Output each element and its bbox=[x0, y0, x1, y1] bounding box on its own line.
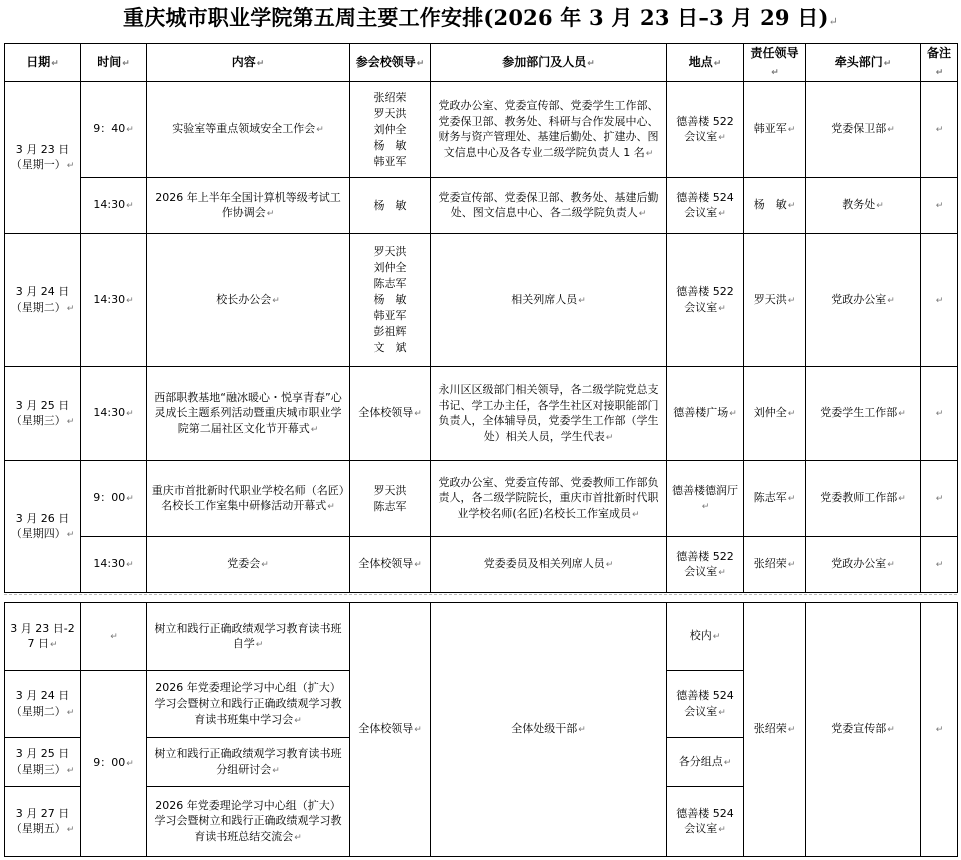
table-row bbox=[5, 603, 958, 671]
cell-date: 3 月 23 日-27 日↵ bbox=[5, 603, 81, 671]
cell-responsible: 张绍荣↵ bbox=[744, 537, 806, 593]
cell-time: 9：40↵ bbox=[81, 82, 147, 178]
cell-date: 3 月 24 日（星期二）↵ bbox=[5, 671, 81, 738]
table-row bbox=[5, 537, 958, 593]
cell-departments: 全体处级干部↵ bbox=[431, 603, 667, 857]
cell-responsible: 罗天洪↵ bbox=[744, 234, 806, 367]
cell-location: 德善楼 524 会议室↵ bbox=[667, 671, 744, 738]
cell-departments: 党委委员及相关列席人员↵ bbox=[431, 537, 667, 593]
cell-remarks: ↵ bbox=[921, 234, 958, 367]
header-leaders: 参会校领导↵ bbox=[350, 44, 431, 82]
table-row bbox=[5, 461, 958, 537]
schedule-table bbox=[4, 43, 958, 593]
cell-location: 德善楼 524 会议室↵ bbox=[667, 178, 744, 234]
cell-departments: 相关列席人员↵ bbox=[431, 234, 667, 367]
cell-responsible: 刘仲全↵ bbox=[744, 367, 806, 461]
header-lead-dept: 牵头部门↵ bbox=[806, 44, 921, 82]
cell-leaders: 张绍荣 罗天洪 刘仲全 杨 敏 韩亚军 bbox=[350, 82, 431, 178]
cell-lead-dept: 党政办公室↵ bbox=[806, 234, 921, 367]
cell-remarks: ↵ bbox=[921, 603, 958, 857]
cell-remarks: ↵ bbox=[921, 178, 958, 234]
cell-responsible: 杨 敏↵ bbox=[744, 178, 806, 234]
cell-content: 实验室等重点领域安全工作会↵ bbox=[147, 82, 350, 178]
header-responsible: 责任领导↵ bbox=[744, 44, 806, 82]
study-schedule-table bbox=[4, 602, 958, 857]
header-time: 时间↵ bbox=[81, 44, 147, 82]
cell-lead-dept: 党委学生工作部↵ bbox=[806, 367, 921, 461]
cell-remarks: ↵ bbox=[921, 82, 958, 178]
cell-location: 各分组点↵ bbox=[667, 738, 744, 787]
cell-time: 9：00↵ bbox=[81, 671, 147, 857]
table-row bbox=[5, 82, 958, 178]
cell-content: 党委会↵ bbox=[147, 537, 350, 593]
cell-lead-dept: 党政办公室↵ bbox=[806, 537, 921, 593]
header-departments: 参加部门及人员↵ bbox=[431, 44, 667, 82]
cell-time: ↵ bbox=[81, 603, 147, 671]
cell-time: 14:30↵ bbox=[81, 234, 147, 367]
cell-content: 西部职教基地“融冰暖心・悦享青春”心灵成长主题系列活动暨重庆城市职业学院第二届社区文化节开幕式↵ bbox=[147, 367, 350, 461]
cell-location: 德善楼 524 会议室↵ bbox=[667, 787, 744, 857]
cell-location: 德善楼德润厅↵ bbox=[667, 461, 744, 537]
cell-date: 3 月 26 日（星期四）↵ bbox=[5, 461, 81, 593]
cell-leaders: 全体校领导↵ bbox=[350, 367, 431, 461]
cell-lead-dept: 党委宣传部↵ bbox=[806, 603, 921, 857]
page-title: 重庆城市职业学院第五周主要工作安排(2026 年 3 月 23 日–3 月 29 日)↵ bbox=[123, 5, 838, 30]
cell-content: 重庆市首批新时代职业学校名师（名匠）名校长工作室集中研修活动开幕式↵ bbox=[147, 461, 350, 537]
table-row bbox=[5, 234, 958, 367]
cell-content: 2026 年上半年全国计算机等级考试工作协调会↵ bbox=[147, 178, 350, 234]
cell-leaders: 罗天洪 刘仲全 陈志军 杨 敏 韩亚军 彭祖辉 文 斌 bbox=[350, 234, 431, 367]
cell-time: 14:30↵ bbox=[81, 178, 147, 234]
cell-time: 14:30↵ bbox=[81, 367, 147, 461]
cell-leaders: 全体校领导↵ bbox=[350, 537, 431, 593]
cell-remarks: ↵ bbox=[921, 461, 958, 537]
cell-location: 德善楼 522 会议室↵ bbox=[667, 82, 744, 178]
page-break-divider bbox=[4, 594, 957, 595]
cell-departments: 党政办公室、党委宣传部、党委教师工作部负责人，各二级学院院长，重庆市首批新时代职业学校名师(名匠)名校长工作室成员↵ bbox=[431, 461, 667, 537]
cell-content: 树立和践行正确政绩观学习教育读书班自学↵ bbox=[147, 603, 350, 671]
cell-responsible: 韩亚军↵ bbox=[744, 82, 806, 178]
cell-content: 校长办公会↵ bbox=[147, 234, 350, 367]
header-remarks: 备注↵ bbox=[921, 44, 958, 82]
cell-leaders: 全体校领导↵ bbox=[350, 603, 431, 857]
cell-lead-dept: 党委教师工作部↵ bbox=[806, 461, 921, 537]
cell-location: 校内↵ bbox=[667, 603, 744, 671]
header-content: 内容↵ bbox=[147, 44, 350, 82]
table-row bbox=[5, 178, 958, 234]
table-header-row bbox=[5, 44, 958, 82]
cell-responsible: 张绍荣↵ bbox=[744, 603, 806, 857]
cell-time: 14:30↵ bbox=[81, 537, 147, 593]
cell-date: 3 月 27 日（星期五）↵ bbox=[5, 787, 81, 857]
cell-content: 2026 年党委理论学习中心组（扩大）学习会暨树立和践行正确政绩观学习教育读书班总结交流会↵ bbox=[147, 787, 350, 857]
cell-departments: 永川区区级部门相关领导，各二级学院党总支书记、学工办主任，各学生社区对接职能部门负责人，全体辅导员，党委学生工作部（学生处）相关人员，学生代表↵ bbox=[431, 367, 667, 461]
cell-responsible: 陈志军↵ bbox=[744, 461, 806, 537]
cell-departments: 党委宣传部、党委保卫部、教务处、基建后勤处、图文信息中心、各二级学院负责人↵ bbox=[431, 178, 667, 234]
header-location: 地点↵ bbox=[667, 44, 744, 82]
table-row bbox=[5, 367, 958, 461]
cell-date: 3 月 25 日（星期三）↵ bbox=[5, 367, 81, 461]
cell-lead-dept: 教务处↵ bbox=[806, 178, 921, 234]
cell-content: 2026 年党委理论学习中心组（扩大）学习会暨树立和践行正确政绩观学习教育读书班集中学习会↵ bbox=[147, 671, 350, 738]
cell-remarks: ↵ bbox=[921, 537, 958, 593]
cell-departments: 党政办公室、党委宣传部、党委学生工作部、党委保卫部、教务处、科研与合作发展中心、财务与资产管理处、基建后勤处、扩建办、图文信息中心及各专业二级学院负责人 1 名↵ bbox=[431, 82, 667, 178]
cell-date: 3 月 24 日（星期二）↵ bbox=[5, 234, 81, 367]
cell-content: 树立和践行正确政绩观学习教育读书班分组研讨会↵ bbox=[147, 738, 350, 787]
cell-location: 德善楼 522 会议室↵ bbox=[667, 537, 744, 593]
cell-remarks: ↵ bbox=[921, 367, 958, 461]
cell-location: 德善楼 522 会议室↵ bbox=[667, 234, 744, 367]
cell-date: 3 月 25 日（星期三）↵ bbox=[5, 738, 81, 787]
cell-date: 3 月 23 日（星期一）↵ bbox=[5, 82, 81, 234]
header-date: 日期↵ bbox=[5, 44, 81, 82]
cell-location: 德善楼广场↵ bbox=[667, 367, 744, 461]
cell-leaders: 杨 敏 bbox=[350, 178, 431, 234]
cell-time: 9：00↵ bbox=[81, 461, 147, 537]
cell-lead-dept: 党委保卫部↵ bbox=[806, 82, 921, 178]
cell-leaders: 罗天洪 陈志军 bbox=[350, 461, 431, 537]
